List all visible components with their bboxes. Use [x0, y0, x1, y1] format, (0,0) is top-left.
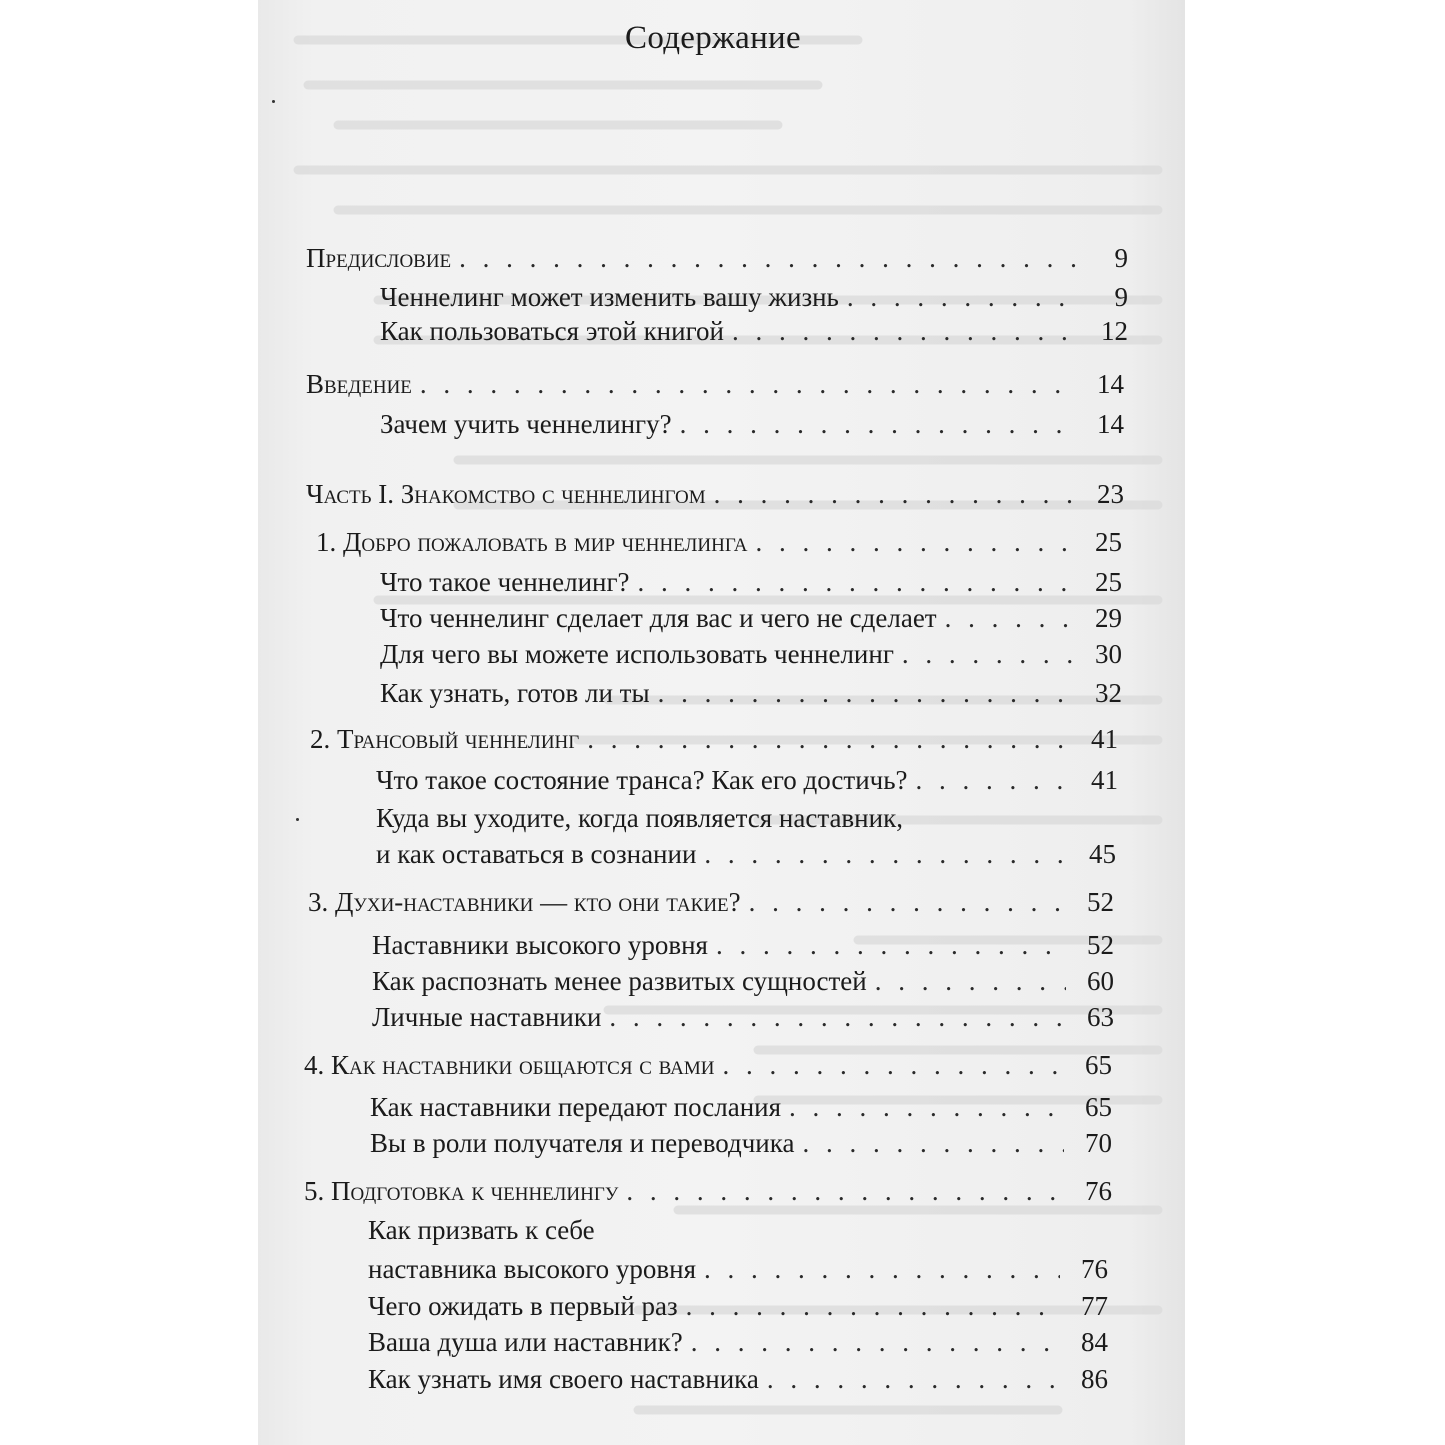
dot-leader: [609, 999, 1066, 1035]
toc-entry-label: и как оставаться в сознании: [376, 839, 697, 869]
toc-entry: [368, 1324, 1108, 1360]
toc-entry-label: Ваша душа или наставник?: [368, 1327, 683, 1357]
toc-entry: [380, 406, 1124, 442]
dot-leader: [789, 1089, 1064, 1125]
toc-page-number: 60: [1087, 966, 1114, 996]
dot-leader: [714, 476, 1076, 512]
toc-entry-label: Вы в роли получателя и переводчика: [370, 1128, 795, 1158]
toc-entry-label: Зачем учить ченнелингу?: [380, 409, 672, 439]
toc-entry-label: Введение: [306, 369, 412, 399]
toc-chapter: [310, 721, 1118, 757]
toc-entry-label: Наставники высокого уровня: [372, 930, 708, 960]
toc-entry-label: наставника высокого уровня: [368, 1254, 697, 1284]
toc-page-number: 30: [1095, 639, 1122, 669]
dot-leader: [802, 1125, 1064, 1161]
toc-page-number: 25: [1095, 527, 1122, 557]
toc-entry: [370, 1125, 1112, 1161]
toc-entry: [306, 366, 1124, 402]
toc-entry-label: Как узнать, готов ли ты: [380, 678, 650, 708]
toc-chapter: [308, 884, 1114, 920]
toc-entry-label: Что такое состояние транса? Как его достичь?: [376, 765, 908, 795]
toc-page-number: 32: [1095, 678, 1122, 708]
toc-page-number: 41: [1091, 765, 1118, 795]
dot-leader: [916, 762, 1070, 798]
toc-entry: [370, 1089, 1112, 1125]
toc-entry: [368, 1361, 1108, 1397]
toc-entry-label: Что такое ченнелинг?: [380, 567, 630, 597]
toc-entry: [368, 1251, 1108, 1287]
toc-page-number: 14: [1097, 409, 1124, 439]
toc-entry: [376, 836, 1116, 872]
dot-leader: [638, 564, 1074, 600]
toc-entry: [380, 636, 1122, 672]
toc-entry-label: Как пользоваться этой книгой: [380, 316, 724, 346]
toc-page-number: 77: [1081, 1291, 1108, 1321]
toc-entry: [380, 279, 1128, 315]
toc-entry: [380, 600, 1122, 636]
table-of-contents: [258, 0, 1185, 1445]
toc-page-number: 65: [1085, 1092, 1112, 1122]
toc-page-number: 52: [1087, 930, 1114, 960]
toc-page-number: 84: [1081, 1327, 1108, 1357]
toc-part-heading: [306, 476, 1124, 512]
dot-leader: [459, 240, 1080, 276]
toc-entry: [380, 675, 1122, 711]
toc-page-number: 23: [1097, 479, 1124, 509]
dot-leader: [691, 1324, 1060, 1360]
toc-page-number: 65: [1085, 1050, 1112, 1080]
dot-leader: [749, 884, 1066, 920]
dot-leader: [767, 1361, 1060, 1397]
toc-entry: [372, 999, 1114, 1035]
toc-entry-label: Как узнать имя своего наставника: [368, 1364, 759, 1394]
toc-entry-label: Предисловие: [306, 243, 452, 273]
toc-chapter: [304, 1173, 1112, 1209]
dot-leader: [680, 406, 1076, 442]
toc-chapter: [304, 1047, 1112, 1083]
toc-entry-label: Для чего вы можете использовать ченнелинг: [380, 639, 894, 669]
toc-page-number: 14: [1097, 369, 1124, 399]
toc-page-number: 70: [1085, 1128, 1112, 1158]
toc-entry: [380, 313, 1128, 349]
toc-page-number: 9: [1114, 243, 1128, 273]
toc-chapter: [316, 524, 1122, 560]
page-title: Содержание: [625, 20, 801, 56]
dot-leader: [587, 721, 1070, 757]
dot-leader: [420, 366, 1076, 402]
dot-leader: [847, 279, 1080, 315]
toc-entry-label: Ченнелинг может изменить вашу жизнь: [380, 282, 839, 312]
toc-entry: [306, 240, 1128, 276]
toc-entry: [368, 1288, 1108, 1324]
toc-page-number: 76: [1081, 1254, 1108, 1284]
dot-leader: [945, 600, 1074, 636]
toc-entry-label: Что ченнелинг сделает для вас и чего не сделает: [380, 603, 937, 633]
dot-leader: [722, 1047, 1064, 1083]
toc-page-number: 45: [1089, 839, 1116, 869]
dot-leader: [658, 675, 1074, 711]
toc-entry-label: Часть I. Знакомство с ченнелингом: [306, 479, 706, 509]
dot-leader: [686, 1288, 1060, 1324]
dot-leader: [732, 313, 1080, 349]
toc-page-number: 29: [1095, 603, 1122, 633]
dot-leader: [875, 963, 1066, 999]
dot-leader: [902, 636, 1074, 672]
dot-leader: [704, 836, 1068, 872]
toc-entry: [372, 927, 1114, 963]
toc-page-number: 12: [1101, 316, 1128, 346]
toc-page-number: 52: [1087, 887, 1114, 917]
toc-page-number: 63: [1087, 1002, 1114, 1032]
dot-leader: [704, 1251, 1060, 1287]
toc-entry-label: 3. Духи-наставники — кто они такие?: [308, 887, 741, 917]
dot-leader: [626, 1173, 1064, 1209]
toc-page-number: 25: [1095, 567, 1122, 597]
toc-entry-label: 5. Подготовка к ченнелингу: [304, 1176, 619, 1206]
toc-entry: [372, 963, 1114, 999]
toc-entry-label: 1. Добро пожаловать в мир ченнелинга: [316, 527, 748, 557]
toc-entry-label: 2. Трансовый ченнелинг: [310, 724, 580, 754]
toc-entry-label: Как распознать менее развитых сущностей: [372, 966, 867, 996]
toc-entry-label: Чего ожидать в первый раз: [368, 1291, 678, 1321]
book-page: [258, 0, 1185, 1445]
toc-page-number: 41: [1091, 724, 1118, 754]
toc-page-number: 86: [1081, 1364, 1108, 1394]
toc-entry-label: Как наставники передают послания: [370, 1092, 782, 1122]
toc-page-number: 9: [1114, 282, 1128, 312]
toc-page-number: 76: [1085, 1176, 1112, 1206]
toc-entry: [380, 564, 1122, 600]
toc-entry: [376, 762, 1118, 798]
toc-entry-label: Куда вы уходите, когда появляется наставник,: [376, 803, 903, 833]
dot-leader: [756, 524, 1074, 560]
dot-leader: [716, 927, 1066, 963]
toc-entry-label: 4. Как наставники общаются с вами: [304, 1050, 715, 1080]
toc-entry-label: Личные наставники: [372, 1002, 602, 1032]
toc-entry-label: Как призвать к себе: [368, 1215, 595, 1245]
